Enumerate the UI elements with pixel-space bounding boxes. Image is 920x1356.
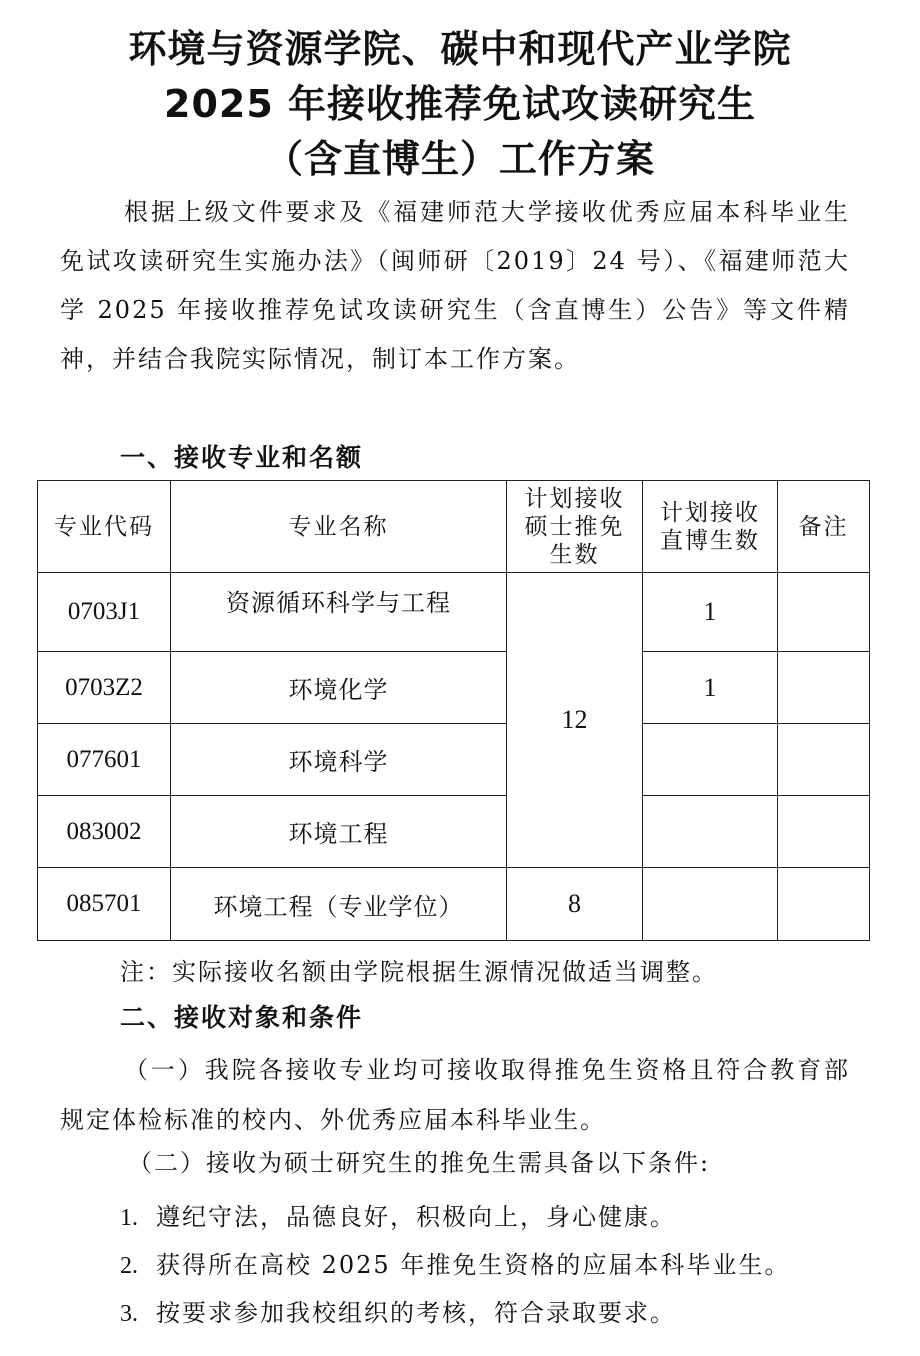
row-remark — [778, 573, 870, 652]
row-doctor-quota — [643, 868, 778, 941]
condition-paragraph-2: （二）接收为硕士研究生的推免生需具备以下条件: — [128, 1149, 711, 1177]
row-doctor-quota — [643, 724, 778, 796]
row-name: 环境化学 — [171, 652, 507, 724]
list-item — [120, 1293, 676, 1334]
row-code: 0703Z2 — [38, 652, 171, 724]
table-row — [38, 796, 870, 868]
row-doctor-quota: 1 — [643, 652, 778, 724]
header-name: 专业名称 — [171, 481, 507, 573]
intro-paragraph: 根据上级文件要求及《福建师范大学接收优秀应届本科毕业生免试攻读研究生实施办法》（闽师研〔2019〕24 号）、《福建师范大学 2025 年接收推荐免试攻读研究生（含直博生）公告》等文件精神，并结合我院实际情况，制订本工作方案。 — [60, 198, 850, 373]
section-2-heading: 二、接收对象和条件 — [120, 1003, 364, 1032]
row-name: 环境科学 — [171, 724, 507, 796]
row-code: 0703J1 — [38, 573, 171, 652]
row-remark — [778, 796, 870, 868]
row-name: 环境工程（专业学位） — [171, 868, 507, 941]
row-name: 资源循环科学与工程 — [171, 573, 507, 652]
document-title — [0, 22, 920, 187]
list-item — [120, 1245, 790, 1286]
row-code: 077601 — [38, 724, 171, 796]
condition-paragraph-1: （一）我院各接收专业均可接收取得推免生资格且符合教育部规定体检标准的校内、外优秀应届本科毕业生。 — [60, 1056, 850, 1134]
header-code: 专业代码 — [38, 481, 171, 573]
section-1-heading: 一、接收专业和名额 — [120, 443, 364, 472]
table-header-row — [38, 481, 870, 573]
table-row — [38, 652, 870, 724]
row-doctor-quota — [643, 796, 778, 868]
title-line-2: 2025 年接收推荐免试攻读研究生 — [164, 82, 756, 126]
header-master-quota: 计划接收硕士推免生数 — [507, 481, 643, 573]
list-item-number: 1. — [120, 1205, 138, 1231]
list-item — [120, 1197, 676, 1238]
master-quota-professional: 8 — [507, 868, 643, 941]
list-item-text: 遵纪守法，品德良好，积极向上，身心健康。 — [156, 1203, 676, 1231]
row-remark — [778, 652, 870, 724]
row-remark — [778, 868, 870, 941]
table-row — [38, 724, 870, 796]
title-line-3: （含直博生）工作方案 — [264, 137, 655, 181]
table-row — [38, 868, 870, 941]
row-remark — [778, 724, 870, 796]
table-row — [38, 573, 870, 652]
list-item-text: 获得所在高校 2025 年推免生资格的应届本科毕业生。 — [156, 1251, 791, 1279]
list-item-text: 按要求参加我校组织的考核，符合录取要求。 — [156, 1299, 676, 1327]
list-item-number: 2. — [120, 1253, 138, 1279]
row-doctor-quota: 1 — [643, 573, 778, 652]
quota-note: 注：实际接收名额由学院根据生源情况做适当调整。 — [120, 958, 718, 986]
row-code: 083002 — [38, 796, 171, 868]
title-line-1: 环境与资源学院、碳中和现代产业学院 — [128, 27, 792, 71]
master-quota-academic: 12 — [507, 573, 643, 868]
list-item-number: 3. — [120, 1301, 138, 1327]
header-doctor-quota: 计划接收直博生数 — [643, 481, 778, 573]
quota-table — [37, 480, 870, 941]
header-remark: 备注 — [778, 481, 870, 573]
row-name: 环境工程 — [171, 796, 507, 868]
row-code: 085701 — [38, 868, 171, 941]
